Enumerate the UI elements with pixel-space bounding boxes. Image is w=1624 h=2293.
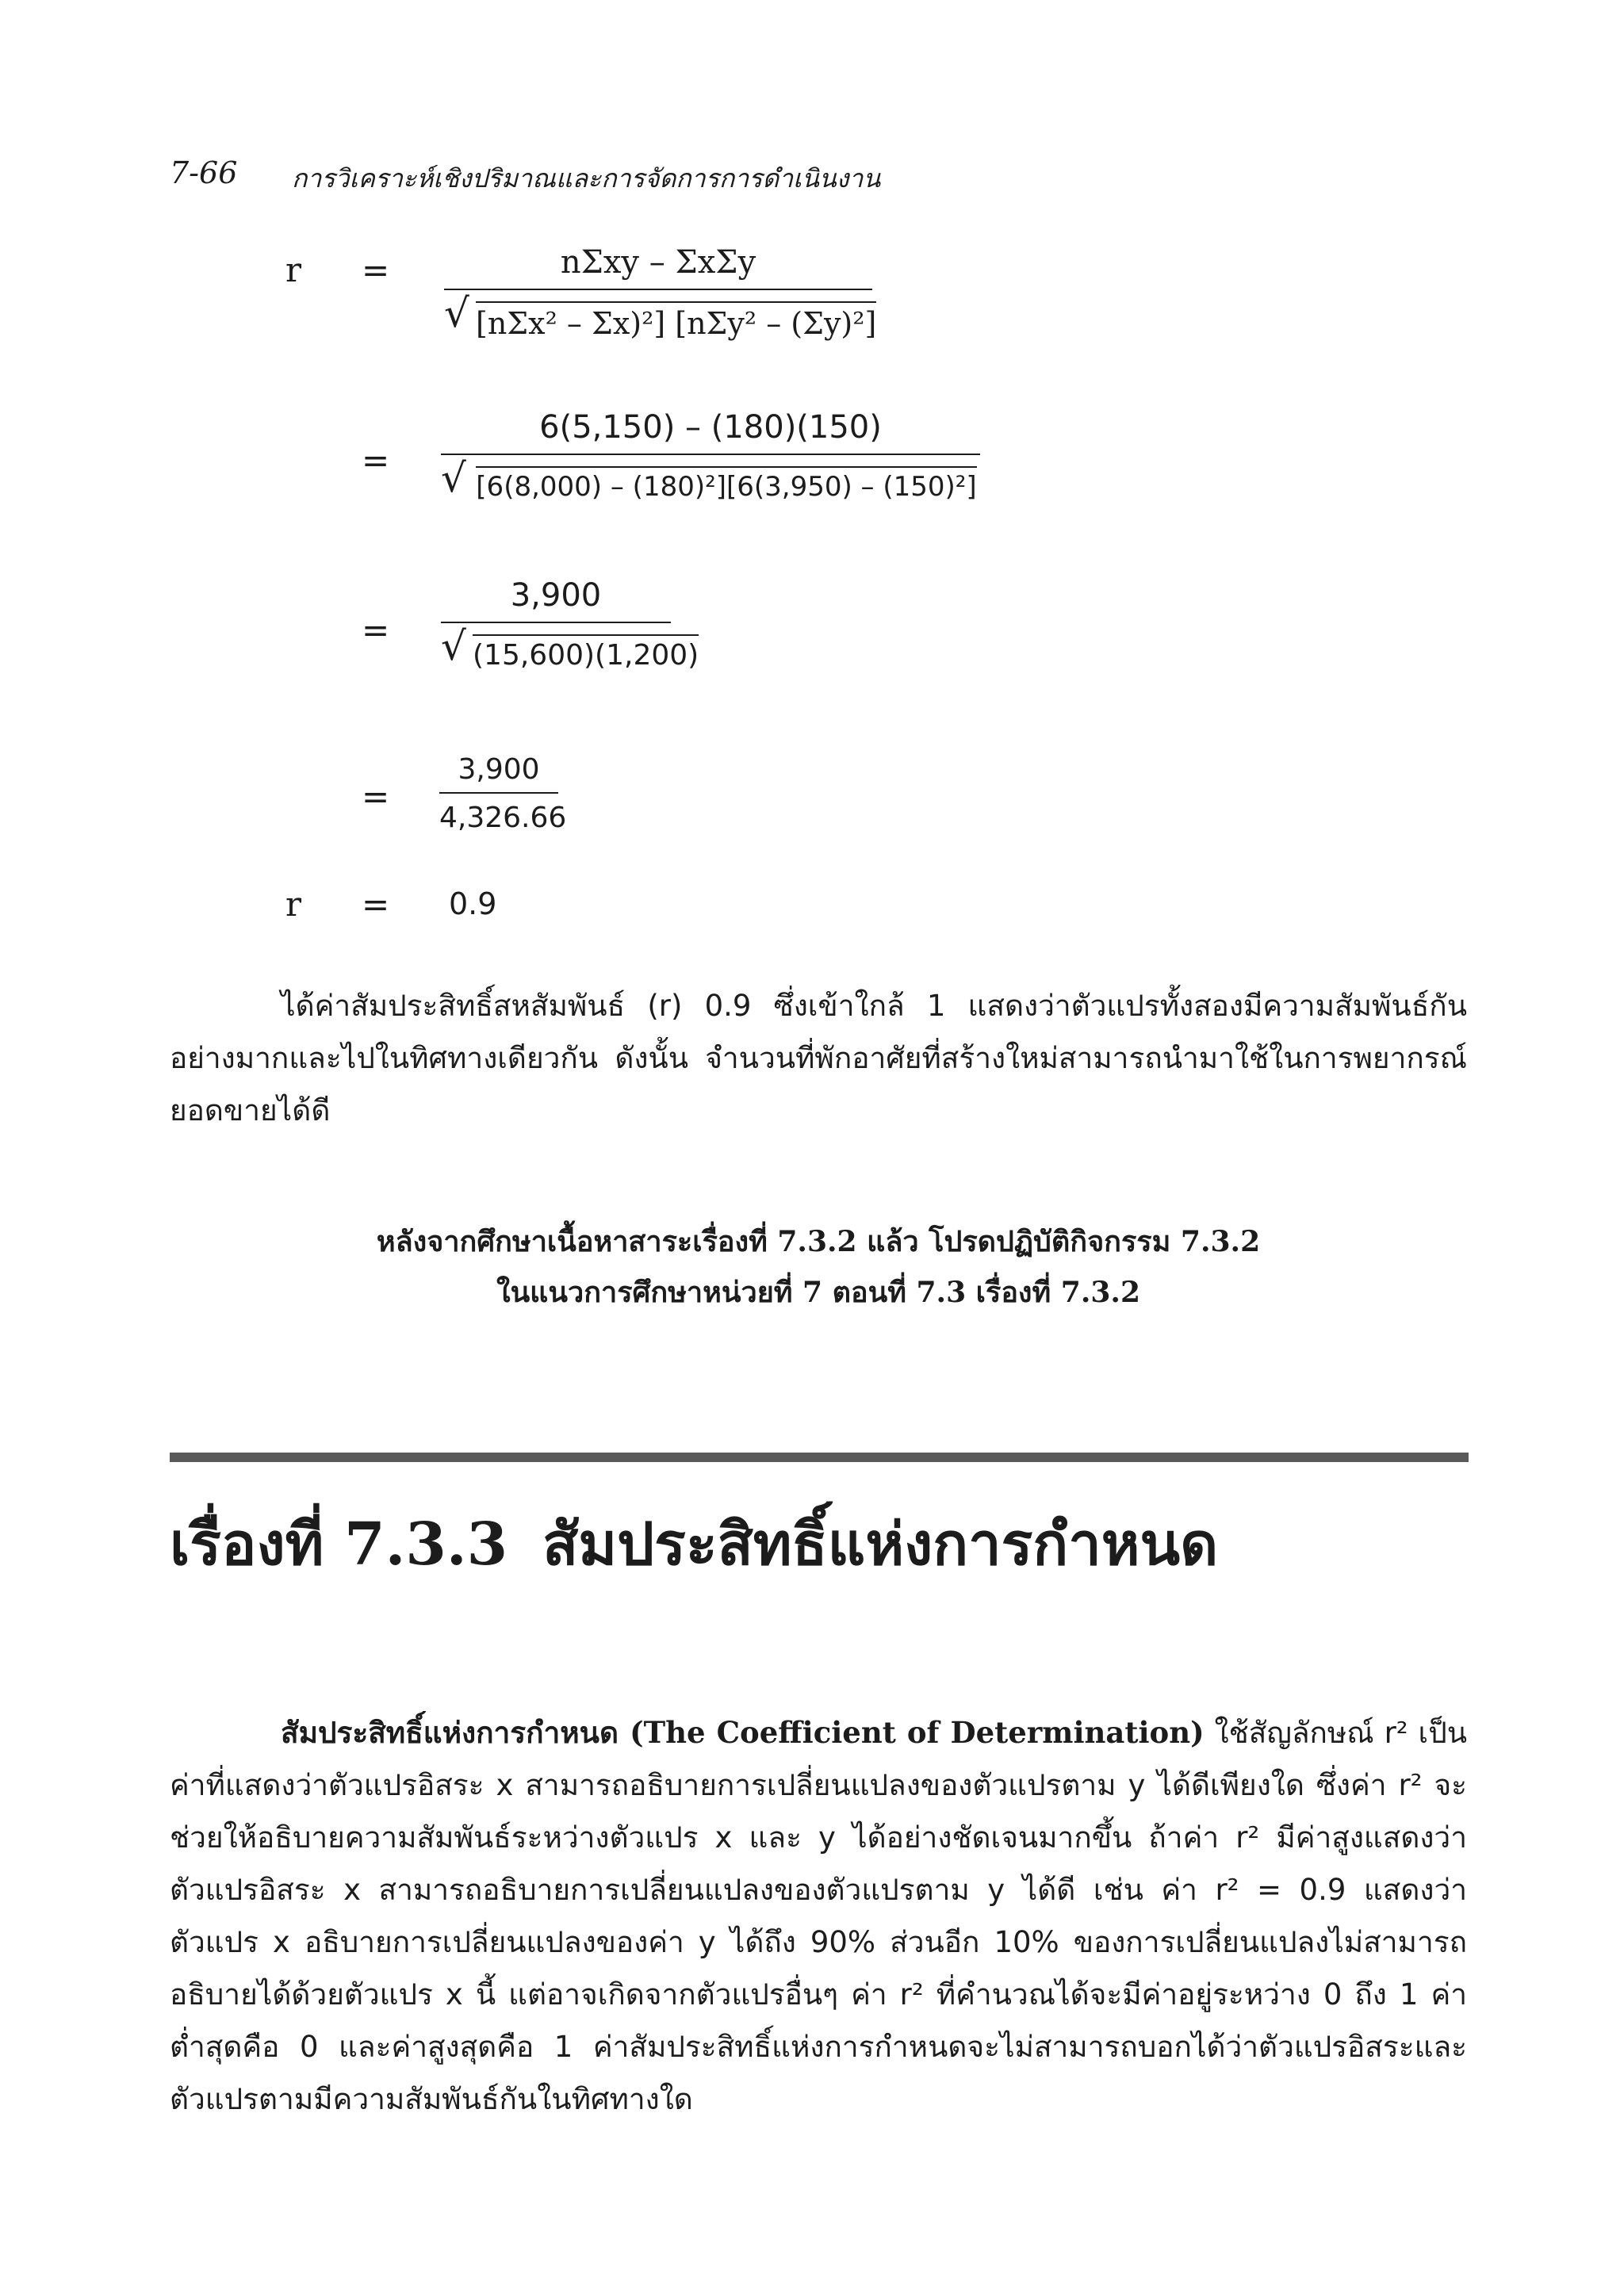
page-number: 7-66 [170, 155, 238, 190]
denominator: √ [6(8,000) – (180)²][6(3,950) – (150)²] [441, 455, 977, 503]
lhs-symbol: r [285, 885, 302, 924]
fraction-step-2 [441, 409, 980, 503]
equals-sign: = [362, 441, 390, 480]
section-heading [170, 1497, 1218, 1591]
activity-note [170, 1216, 1467, 1318]
section-divider [170, 1453, 1469, 1462]
result-value: 0.9 [449, 886, 497, 921]
paragraph-text [170, 1706, 1467, 2126]
paragraph-lead-term: สัมประสิทธิ์แห่งการกำหนด (The Coefficient of Determination) [281, 1715, 1205, 1750]
numerator: 6(5,150) – (180)(150) [539, 409, 882, 446]
sqrt-icon: √ [441, 455, 466, 501]
fraction-bar [444, 289, 872, 290]
equals-sign: = [362, 611, 390, 649]
activity-note-line-2: ในแนวการศึกษาหน่วยที่ 7 ตอนที่ 7.3 เรื่องที่ 7.3.2 [496, 1276, 1140, 1309]
sqrt-icon: √ [441, 623, 466, 669]
numerator: 3,900 [458, 753, 540, 786]
fraction-bar [439, 792, 558, 794]
fraction-step-1 [444, 244, 877, 341]
paragraph-coefficient-determination [170, 1706, 1467, 2126]
fraction-bar [441, 622, 671, 623]
denominator: √ [nΣx² – Σx)²] [nΣy² – (Σy)²] [444, 290, 877, 341]
section-number: เรื่องที่ 7.3.3 [170, 1510, 508, 1579]
fraction-bar [441, 454, 980, 455]
section-title: สัมประสิทธิ์แห่งการกำหนด [542, 1510, 1219, 1579]
activity-note-line-1: หลังจากศึกษาเนื้อหาสาระเรื่องที่ 7.3.2 แล้ว โปรดปฏิบัติกิจกรรม 7.3.2 [376, 1225, 1261, 1258]
numerator: nΣxy – ΣxΣy [560, 244, 756, 281]
numerator: 3,900 [510, 577, 602, 614]
paragraph-body: ใช้สัญลักษณ์ r² เป็นค่าที่แสดงว่าตัวแปรอิสระ x สามารถอธิบายการเปลี่ยนแปลงของตัวแปรตาม y ได้ดีเพียงใด ซึ่งค่า r² จะช่วยให้อธิบายความสัมพันธ์ระหว่างตัวแปร x และ y ได้อย่างชัดเจนมากขึ้น ถ้าค่า r² มีค่าสูงแสดงว่าตัวแปรอิสระ x สามารถอธิบายการเปลี่ยนแปลงของตัวแปรตาม y ได้ดี เช่น ค่า r² = 0.9 แสดงว่าตัวแปร x อธิบายการเปลี่ยนแปลงของค่า y ได้ถึง 90% ส่วนอีก 10% ของการเปลี่ยนแปลงไม่สามารถอธิบายได้ด้วยตัวแปร x นี้ แต่อาจเกิดจากตัวแปรอื่นๆ ค่า r² ที่คำนวณได้จะมีค่าอยู่ระหว่าง 0 ถึง 1 ค่าต่ำสุดคือ 0 และค่าสูงสุดคือ 1 ค่าสัมประสิทธิ์แห่งการกำหนดจะไม่สามารถบอกได้ว่าตัวแปรอิสระและตัวแปรตามมีความสัมพันธ์กันในทิศทางใด [170, 1716, 1467, 2116]
equals-sign: = [362, 777, 390, 816]
equals-sign: = [362, 251, 390, 289]
fraction-step-3 [441, 577, 699, 672]
equals-sign: = [362, 885, 390, 924]
running-header-title: การวิเคราะห์เชิงปริมาณและการจัดการการดำเนินงาน [292, 163, 881, 193]
denominator: 4,326.66 [439, 802, 567, 834]
paragraph-text: ได้ค่าสัมประสิทธิ์สหสัมพันธ์ (r) 0.9 ซึ่งเข้าใกล้ 1 แสดงว่าตัวแปรทั้งสองมีความสัมพันธ์กันอย่างมากและไปในทิศทางเดียวกัน ดังนั้น จำนวนที่พักอาศัยที่สร้างใหม่สามารถนำมาใช้ในการพยากรณ์ยอดขายได้ดี [170, 989, 1467, 1127]
sqrt-icon: √ [444, 290, 469, 336]
lhs-symbol: r [285, 251, 302, 289]
denominator: √ (15,600)(1,200) [441, 623, 699, 672]
fraction-step-4 [439, 753, 567, 834]
paragraph-correlation-result [170, 980, 1467, 1137]
